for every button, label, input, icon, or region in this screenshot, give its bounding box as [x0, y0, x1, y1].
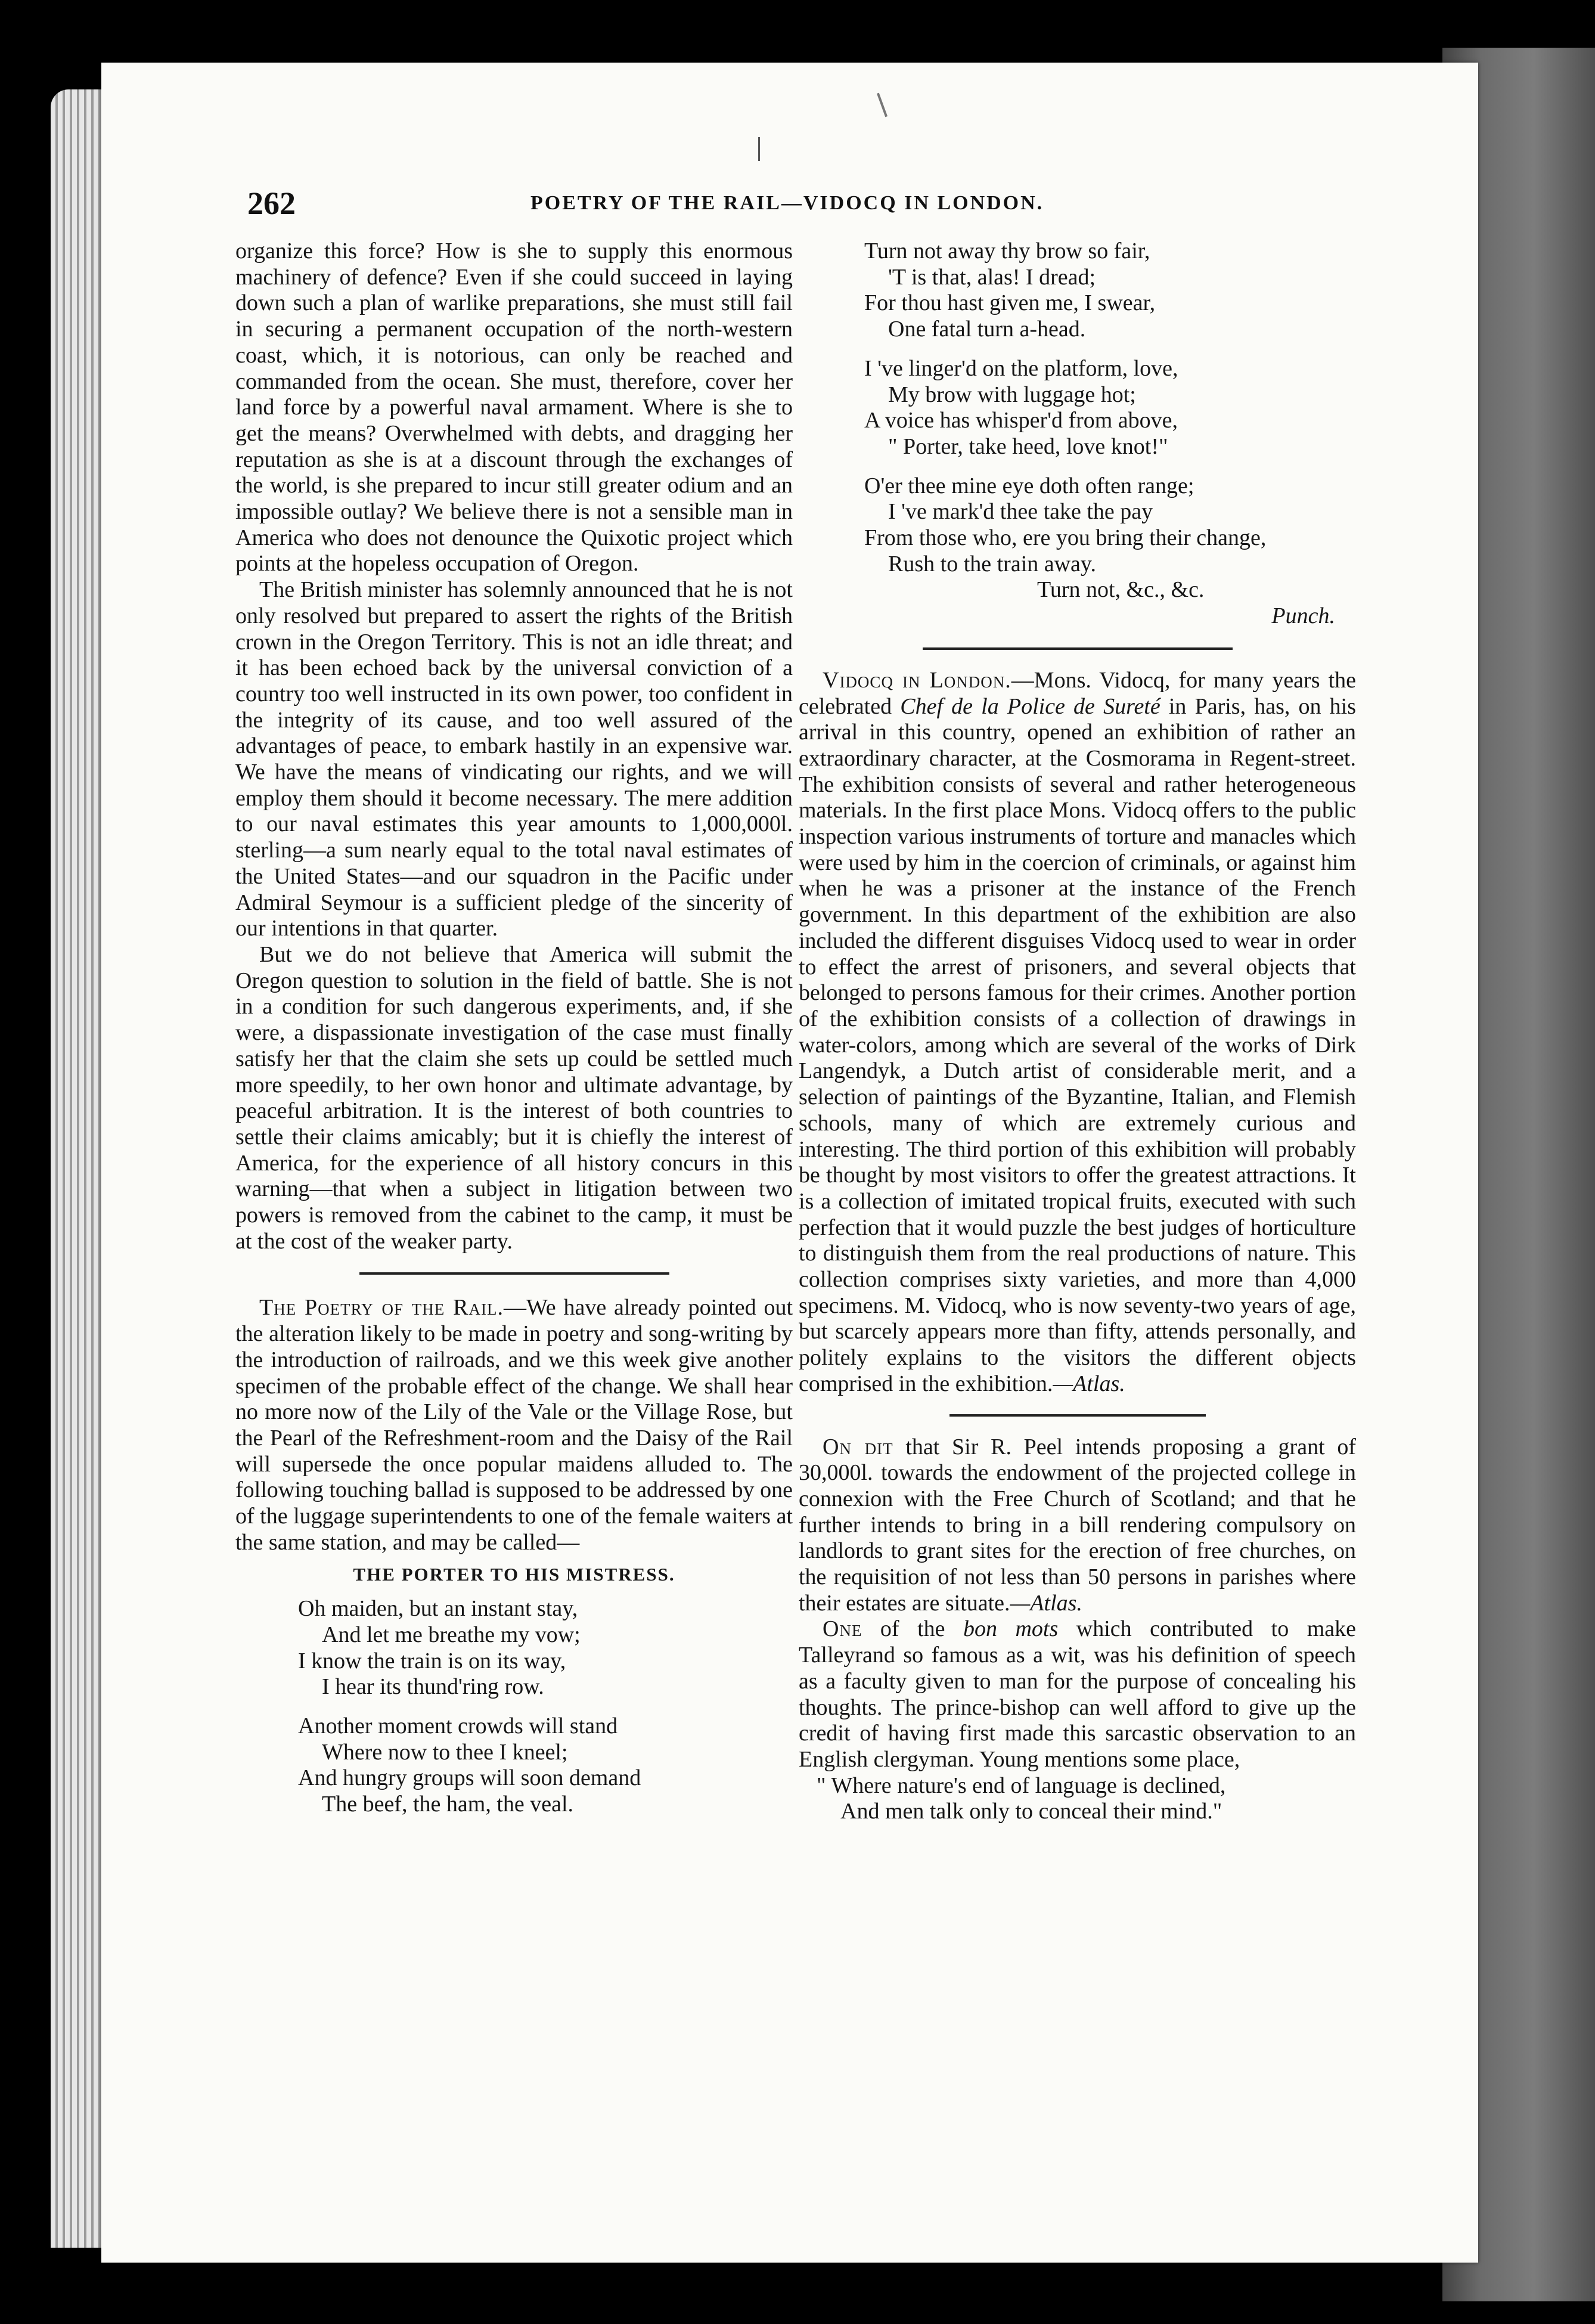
- page-header: [143, 185, 1383, 227]
- verse-line: And hungry groups will soon demand: [298, 1765, 641, 1791]
- stanza-5: [799, 473, 1356, 578]
- verse-line: Rush to the train away.: [888, 551, 1096, 577]
- left-column: [235, 238, 793, 1818]
- section-divider: [949, 1414, 1206, 1417]
- verse-title: THE PORTER TO HIS MISTRESS.: [353, 1564, 675, 1585]
- verse-line: " Porter, take heed, love knot!": [888, 433, 1168, 459]
- ondit-heading: On dit: [823, 1434, 893, 1460]
- page-number: 262: [247, 185, 296, 221]
- section-divider: [923, 647, 1233, 650]
- verse-line: I 've linger'd on the platform, love,: [864, 355, 1178, 381]
- vidocq-heading: Vidocq in London.: [823, 667, 1011, 693]
- refrain-line: Turn not, &c., &c.: [1037, 577, 1205, 603]
- oregon-paragraph-2: The British minister has solemnly announced that he is not only resolved but prepared to assert the rights of the British crown in the Oregon Territory. This is not an idle threat; and it has been echoed back by the universal conviction of a country too well instructed in its own power, too confident in the integrity of its cause, and too well assured of the advantages of peace, to embark hastily in an expensive war. We have the means of vindicating our rights, and we will employ them should it become necessary. The mere addition to our naval estimates this year amounts to 1,000,000l. sterling—a sum nearly equal to the total naval estimates of the United States—and our squadron in the Pacific under Admiral Seymour is a sufficient pledge of the sincerity of our intentions in that quarter.: [235, 577, 793, 941]
- verse-line: From those who, ere you bring their change,: [864, 525, 1267, 551]
- verse-line: For thou hast given me, I swear,: [864, 290, 1156, 316]
- stanza-4: [799, 356, 1356, 460]
- bon-mots: bon mots: [963, 1616, 1059, 1642]
- stanza-2: [235, 1713, 793, 1818]
- verse-line: Oh maiden, but an instant stay,: [298, 1596, 578, 1622]
- vidocq-title: Chef de la Police de Sureté: [900, 693, 1160, 719]
- quote-line: " Where nature's end of language is declined,: [817, 1773, 1226, 1798]
- section-divider: [359, 1272, 669, 1275]
- verse-line: One fatal turn a-head.: [888, 317, 1086, 342]
- verse-line: The beef, the ham, the veal.: [322, 1792, 574, 1817]
- bon-mots-article: One of the bon mots which contributed to make Talleyrand so famous as a wit, was his definition of speech as a faculty given to man for the purpose of concealing his thoughts. The prince-bishop can well afford to give up the credit of having first made this sarcastic observation to an English clergyman. Young mentions some place,: [799, 1616, 1356, 1772]
- bon-lead: One: [823, 1616, 862, 1642]
- page-stack-edge: [51, 89, 104, 2248]
- vidocq-article: Vidocq in London.—Mons. Vidocq, for many years the celebrated Chef de la Police de Sureté in Paris, has, on his arrival in this country, opened an exhibition of rather an extraordinary character, at the Cosmorama in Regent-street. The exhibition consists of several and rather heterogeneous materials. In the first place Mons. Vidocq offers to the public inspection various instruments of torture and manacles which were used by him in the coercion of criminals, or against him when he was a prisoner at the instance of the French government. In this department of the exhibition are also included the different disguises Vidocq used to wear in order to effect the arrest of prisoners, and several objects that belonged to persons famous for their crimes. Another portion of the exhibition consists of a collection of drawings in water-colors, among which are several of the works of Dirk Langendyk, a Dutch artist of considerable merit, and a selection of paintings of the Byzantine, Italian, and Flemish schools, many of which are extremely curious and interesting. The third portion of this exhibition will probably be thought by most visitors to offer the greatest attractions. It is a collection of imitated tropical fruits, executed with such perfection that it would puzzle the best judges of horticulture to distinguish them from the real productions of nature. This collection comprises sixty varieties, and more than 4,000 specimens. M. Vidocq, who is now seventy-two years of age, but scarcely appears more than fifty, attends personally, and politely explains to the visitors the different objects comprised in the exhibition.—Atlas.: [799, 667, 1356, 1396]
- right-column: [799, 238, 1356, 1825]
- verse-line: Where now to thee I kneel;: [322, 1739, 568, 1765]
- stanza-1: [235, 1596, 793, 1700]
- source-atlas: —Atlas.: [1010, 1590, 1082, 1616]
- verse-line: Another moment crowds will stand: [298, 1713, 618, 1739]
- running-title: POETRY OF THE RAIL—VIDOCQ IN LONDON.: [530, 192, 1044, 214]
- source-atlas: —Atlas.: [1053, 1371, 1125, 1396]
- verse-line: I hear its thund'ring row.: [322, 1674, 544, 1700]
- verse-line: 'T is that, alas! I dread;: [888, 264, 1096, 290]
- verse-line: I know the train is on its way,: [298, 1648, 566, 1674]
- verse-line: My brow with luggage hot;: [888, 382, 1136, 407]
- rail-body: —We have already pointed out the alteration likely to be made in poetry and song-writing by the introduction of railroads, and we this week give another specimen of the probable effect of the change. We shall hear no more now of the Lily of the Vale or the Village Rose, but the Pearl of the Refreshment-room and the Daisy of the Rail will supersede the once popular maidens alluded to. The following touching ballad is supposed to be addressed by one of the luggage superintendents to one of the female waiters at the same station, and may be called—: [235, 1295, 793, 1555]
- verse-line: I 've mark'd thee take the pay: [888, 499, 1153, 525]
- ondit-article: On dit that Sir R. Peel intends proposing a grant of 30,000l. towards the endowment of the projected college in connexion with the Free Church of Scotland; and that he further intends to bring in a bill rendering compulsory on landlords to grant sites for the erection of free churches, on the requisition of not less than 50 persons in parishes where their estates are situate.—Atlas.: [799, 1434, 1356, 1616]
- verse-line: A voice has whisper'd from above,: [864, 408, 1178, 433]
- verse-line: Turn not away thy brow so fair,: [864, 238, 1150, 264]
- oregon-paragraph-1: organize this force? How is she to supply this enormous machinery of defence? Even if she could succeed in laying down such a plan of warlike preparations, she must still fail in securing a permanent occupation of the north-western coast, which, it is notorious, can only be reached and commanded from the ocean. She must, therefore, cover her land force by a powerful naval armament. Where is she to get the means? Overwhelmed with debts, and dragging her reputation as she is at a discount through the exchanges of the world, is she prepared to incur still greater odium and an impossible outlay? We believe there is not a sensible man in America who does not denounce the Quixotic project which points at the hopeless occupation of Oregon.: [235, 238, 793, 577]
- source-punch: Punch.: [1271, 603, 1335, 629]
- quote-line: And men talk only to conceal their mind.": [840, 1799, 1222, 1824]
- rail-heading: The Poetry of the Rail.: [259, 1295, 504, 1321]
- oregon-paragraph-3: But we do not believe that America will submit the Oregon question to solution in the field of battle. She is not in a condition for such dangerous experiments, and, if she were, a dispassionate investigation of the case must finally satisfy her that the claim she sets up could be settled much more speedily, to her own honor and ultimate advantage, by peaceful arbitration. It is the interest of both countries to settle their claims amicably; but it is chiefly the interest of America, for the experience of all history concurs in this warning—that when a subject in litigation between two powers is removed from the cabinet to the camp, it must be at the cost of the weaker party.: [235, 941, 793, 1254]
- scan-mark: [758, 137, 760, 161]
- rail-article: [235, 1295, 793, 1555]
- verse-line: O'er thee mine eye doth often range;: [864, 473, 1194, 498]
- verse-line: And let me breathe my vow;: [322, 1622, 581, 1647]
- stanza-3: [799, 238, 1356, 343]
- young-quote: [799, 1773, 1356, 1825]
